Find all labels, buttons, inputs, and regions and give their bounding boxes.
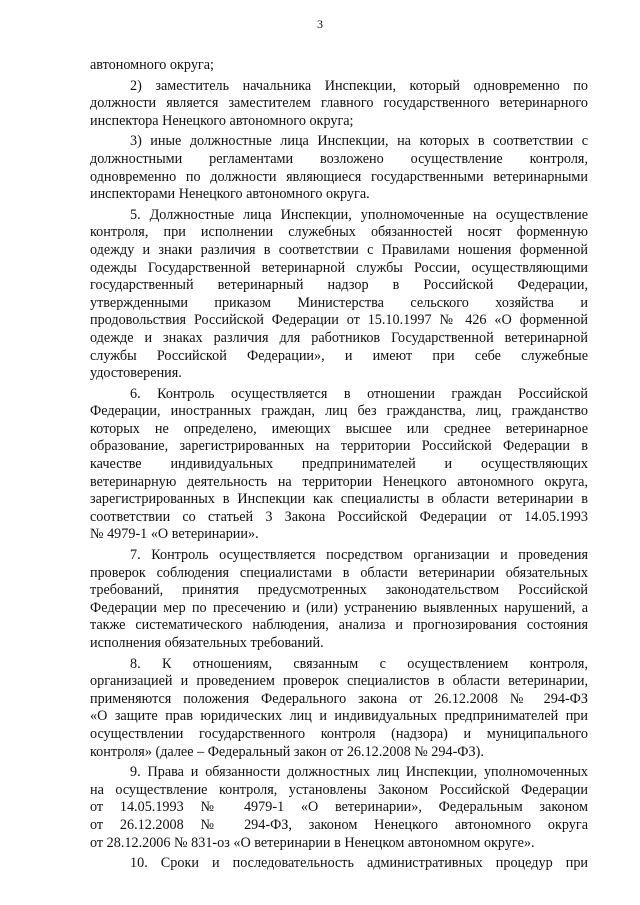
text-line: осуществлении государственного контроля (надзора) и муниципального — [90, 725, 588, 742]
clause-8 — [90, 656, 588, 762]
text-line: Федерации, иностранных граждан, лиц без гражданства, лиц, гражданство — [90, 403, 588, 420]
text-line: ветеринарную деятельность на территории Ненецкого автономного округа, — [90, 473, 588, 490]
paragraph-item-2 — [90, 78, 588, 131]
clause-9 — [90, 764, 588, 852]
text-line: одежды Государственной ветеринарной службы России, осуществляющими — [90, 259, 588, 276]
text-line: продовольствия Российской Федерации от 15.10.1997 № 426 «О форменной — [90, 312, 588, 329]
text-line: от 28.12.2006 № 831-оз «О ветеринарии в Ненецком автономном округе». — [90, 834, 535, 851]
text-line: одежду и знаки различия в соответствии с Правилами ношения форменной — [90, 241, 588, 258]
text-line: контроля, при исполнении служебных обязанностей носят форменную — [90, 224, 588, 241]
clause-7 — [90, 547, 588, 653]
text-line: контроля» (далее – Федеральный закон от 26.12.2008 № 294-ФЗ). — [90, 743, 484, 760]
text-line: «О защите прав юридических лиц и индивидуальных предпринимателей при — [90, 708, 588, 725]
page-number: 3 — [317, 17, 323, 31]
text-line: 2) заместитель начальника Инспекции, который одновременно по — [130, 77, 588, 94]
text-line: Федерации мер по пресечению и (или) устранению выявленных нарушений, а — [90, 599, 588, 616]
clause-10 — [90, 855, 588, 873]
text-line: утвержденными приказом Министерства сельского хозяйства и — [90, 294, 588, 311]
text-line: автономного округа; — [90, 57, 214, 73]
text-line: зарегистрированных в Инспекции как специалисты в области ветеринарии в — [90, 491, 588, 508]
paragraph-item-3 — [90, 133, 588, 203]
text-line: организацией и проведением проверок специалистов в области ветеринарии, — [90, 673, 588, 690]
clause-5 — [90, 207, 588, 383]
text-line: № 4979-1 «О ветеринарии». — [90, 526, 259, 543]
paragraph-continuation — [90, 57, 588, 75]
text-line: должностными регламентами возложено осуществление контроля, — [90, 150, 588, 167]
text-line: одновременно по должности являющиеся государственными ветеринарными — [90, 168, 588, 185]
text-line: на осуществление контроля, установлены Законом Российской Федерации — [90, 781, 588, 798]
text-line: от 26.12.2008 № 294-ФЗ, законом Ненецкого автономного округа — [90, 816, 588, 833]
text-line: 9. Права и обязанности должностных лиц Инспекции, уполномоченных — [130, 764, 588, 781]
text-line: качестве индивидуальных предпринимателей и осуществляющих — [90, 456, 588, 473]
text-line: 3) иные должностные лица Инспекции, на которых в соответствии с — [130, 133, 588, 150]
text-line: также систематического наблюдения, анализа и прогнозирования состояния — [90, 617, 588, 634]
text-line: инспектора Ненецкого автономного округа; — [90, 112, 354, 129]
text-line: удостоверения. — [90, 365, 182, 382]
text-line: одежде и знаках различия для работников Государственной ветеринарной — [90, 329, 588, 346]
text-line: соответствии со статьей 3 Закона Российской Федерации от 14.05.1993 — [90, 508, 588, 525]
text-line: требований, принятия предусмотренных законодательством Российской — [90, 582, 588, 599]
text-line: от 14.05.1993 № 4979-1 «О ветеринарии», Федеральным законом — [90, 799, 588, 816]
text-line: государственный ветеринарный надзор в Российской Федерации, — [90, 277, 588, 294]
text-line: которых не определено, имеющих высшее или среднее ветеринарное — [90, 420, 588, 437]
text-line: инспекторами Ненецкого автономного округа. — [90, 186, 370, 203]
text-line: проверок соблюдения специалистами в области ветеринарии обязательных — [90, 564, 588, 581]
text-line: службы Российской Федерации», и имеют при себе служебные — [90, 347, 588, 364]
text-line: исполнения обязательных требований. — [90, 635, 324, 651]
text-line: применяются положения Федерального закона от 26.12.2008 № 294-ФЗ — [90, 690, 588, 707]
text-line: 6. Контроль осуществляется в отношении граждан Российской — [130, 385, 588, 402]
text-line: 10. Сроки и последовательность административных процедур при — [130, 855, 588, 872]
text-line: 5. Должностные лица Инспекции, уполномоченные на осуществление — [130, 206, 588, 223]
clause-6 — [90, 386, 588, 544]
text-line: должности является заместителем главного государственного ветеринарного — [90, 95, 588, 112]
text-line: 8. К отношениям, связанным с осуществлением контроля, — [130, 655, 588, 672]
document-body — [90, 57, 588, 873]
text-line: образование, зарегистрированных на территории Российской Федерации в — [90, 438, 588, 455]
text-line: 7. Контроль осуществляется посредством организации и проведения — [130, 547, 588, 564]
